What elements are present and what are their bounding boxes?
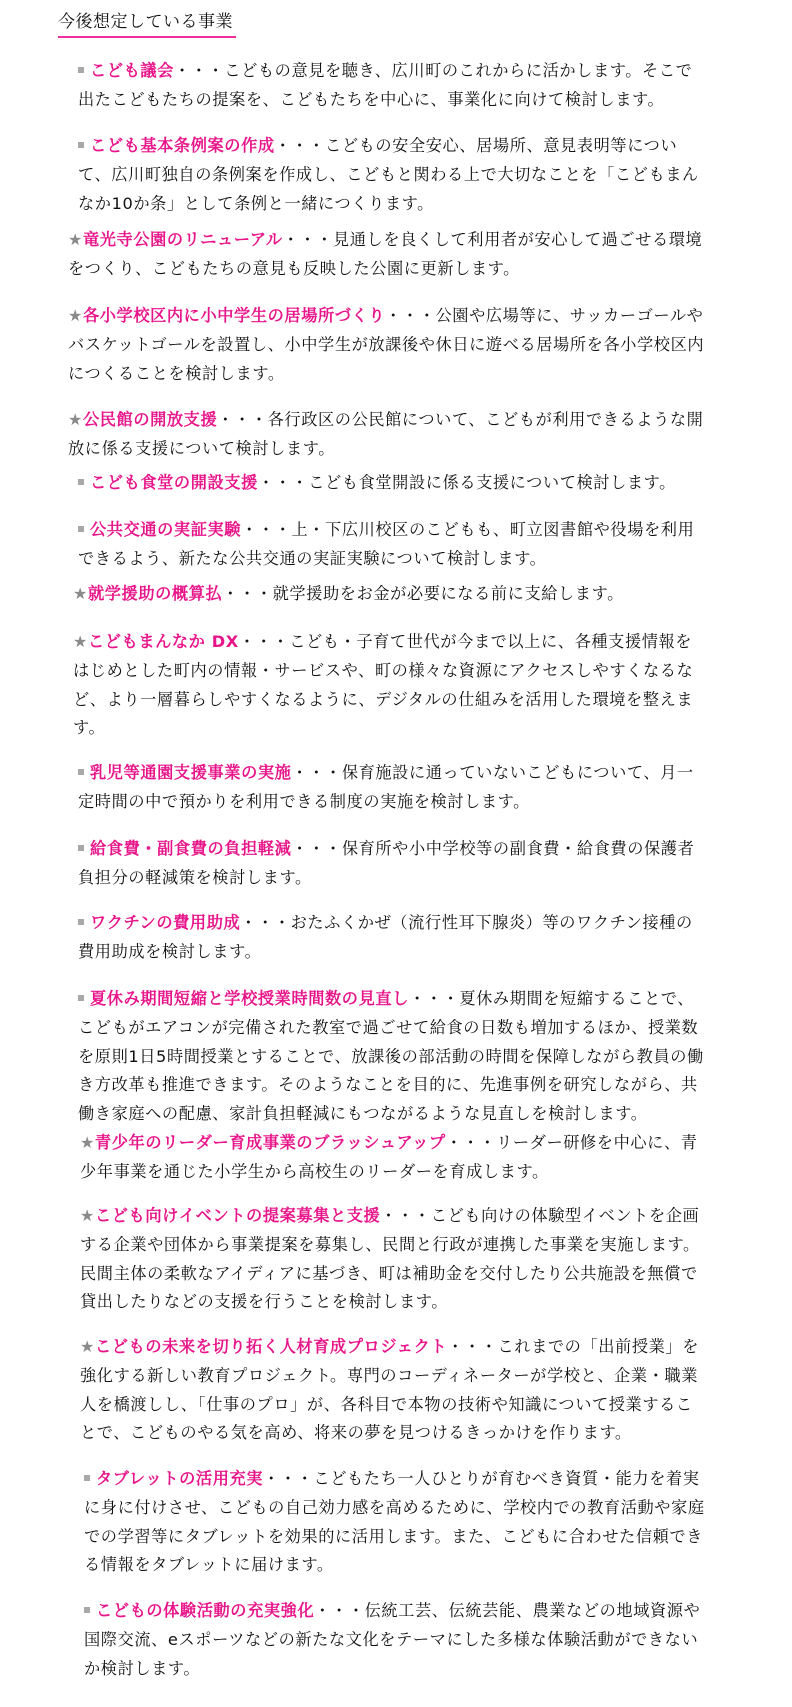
square-bullet-icon: [78, 909, 90, 938]
square-bullet-icon: [78, 57, 90, 86]
list-item: [78, 835, 708, 893]
item-title: ワクチンの費用助成: [90, 913, 241, 932]
item-title: 給食費・副食費の負担軽減: [90, 839, 292, 858]
item-text: ・・・おたふくかぜ（流行性耳下腺炎）等のワクチン接種の費用助成を検討します。: [78, 913, 693, 961]
star-icon: ★: [73, 584, 88, 603]
item-text: ・・・こども食堂開設に係る支援について検討します。: [257, 473, 676, 492]
list-item: [78, 985, 708, 1129]
item-title: 青少年のリーダー育成事業のブラッシュアップ: [94, 1133, 446, 1152]
list-item: [80, 1333, 708, 1448]
star-icon: ★: [68, 230, 83, 249]
item-title: こどもの体験活動の充実強化: [96, 1601, 315, 1620]
square-bullet-icon: [84, 1465, 96, 1494]
list-item: [78, 132, 708, 218]
star-icon: ★: [80, 1206, 95, 1225]
list-item: [78, 516, 708, 574]
item-text: ・・・リーダー研修を中心に、青少年事業を通じた小学生から高校生のリーダーを育成します。: [80, 1133, 698, 1181]
list-item: [68, 226, 708, 284]
item-title: 公共交通の実証実験: [90, 520, 242, 539]
list-item: [68, 302, 708, 388]
star-icon: ★: [80, 1133, 95, 1152]
item-text: ・・・こどもの安全安心、居場所、意見表明等について、広川町独自の条例案を作成し、こどもと関わる上で大切なことを「こどもまんなか10か条」として条例と一緒につくります。: [78, 136, 699, 213]
item-text: ・・・こどもの意見を聴き、広川町のこれからに活かします。そこで出たこどもたちの提案を、こどもたちを中心に、事業化に向けて検討します。: [78, 61, 693, 109]
item-text: ・・・こどもたち一人ひとりが育むべき資質・能力を着実に身に付けさせ、こどもの自己効力感を高めるために、学校内での教育活動や家庭での学習等にタブレットを効果的に活用します。また、こどもに合わせた信頼できる情報をタブレットに届けます。: [84, 1469, 705, 1575]
square-bullet-icon: [78, 469, 90, 498]
item-text: ・・・こども・子育て世代が今まで以上に、各種支援情報をはじめとした町内の情報・サービスや、町の様々な資源にアクセスしやすくなるなど、より一層暮らしやすくなるように、デジタルの仕組みを活用した環境を整えます。: [73, 632, 694, 738]
item-title: 就学援助の概算払: [87, 584, 223, 603]
item-text: ・・・こども向けの体験型イベントを企画する企業や団体から事業提案を募集し、民間と行政が連携した事業を実施します。民間主体の柔軟なアイディアに基づき、町は補助金を交付したり公共施設を無償で貸出したりなどの支援を行うことを検討します。: [80, 1206, 700, 1312]
item-text: ・・・上・下広川校区のこどもも、町立図書館や役場を利用できるよう、新たな公共交通の実証実験について検討します。: [78, 520, 695, 568]
section-heading: 今後想定している事業: [58, 10, 236, 38]
star-icon: ★: [68, 306, 83, 325]
star-icon: ★: [68, 410, 83, 429]
item-title: 竜光寺公園のリニューアル: [82, 230, 283, 249]
list-item: [84, 1465, 708, 1580]
item-title: こどもの未来を切り拓く人材育成プロジェクト: [94, 1337, 448, 1356]
square-bullet-icon: [84, 1597, 96, 1626]
item-text: ・・・保育所や小中学校等の副食費・給食費の保護者負担分の軽減策を検討します。: [78, 839, 695, 887]
list-item: [78, 57, 708, 115]
item-title: こども基本条例案の作成: [90, 136, 275, 155]
item-text: ・・・保育施設に通っていないこどもについて、月一定時間の中で預かりを利用できる制度の実施を検討します。: [78, 763, 694, 811]
item-text: ・・・公園や広場等に、サッカーゴールやバスケットゴールを設置し、小中学生が放課後や休日に遊べる居場所を各小学校区内につくることを検討します。: [68, 306, 705, 383]
item-text: ・・・これまでの「出前授業」を強化する新しい教育プロジェクト。専門のコーディネーターが学校と、企業・職業人を橋渡しし、「仕事のプロ」が、各科目で本物の技術や知識について授業することで、こどものやる気を高め、将来の夢を見つけるきっかけを作ります。: [80, 1337, 699, 1443]
list-item: [80, 1202, 708, 1317]
list-item: [73, 628, 708, 743]
list-item: [78, 909, 708, 967]
square-bullet-icon: [78, 132, 90, 161]
list-item: [80, 1129, 708, 1187]
list-item: [68, 406, 708, 464]
list-item: [78, 759, 708, 817]
item-title: こども議会: [90, 61, 174, 80]
star-icon: ★: [80, 1337, 95, 1356]
item-title: 公民館の開放支援: [82, 410, 218, 429]
square-bullet-icon: [78, 835, 90, 864]
list-item: [78, 469, 708, 498]
star-icon: ★: [73, 632, 88, 651]
square-bullet-icon: [78, 985, 90, 1014]
item-text: ・・・伝統工芸、伝統芸能、農業などの地域資源や国際交流、eスポーツなどの新たな文化をテーマにした多様な体験活動ができないか検討します。: [84, 1601, 701, 1678]
item-text: ・・・各行政区の公民館について、こどもが利用できるような開放に係る支援について検討します。: [68, 410, 704, 458]
item-text: ・・・就学援助をお金が必要になる前に支給します。: [222, 584, 624, 603]
list-item: [73, 580, 708, 609]
list-item: [84, 1597, 708, 1683]
item-title: こども向けイベントの提案募集と支援: [94, 1206, 381, 1225]
square-bullet-icon: [78, 759, 90, 788]
item-text: ・・・夏休み期間を短縮することで、こどもがエアコンが完備された教室で過ごせて給食の日数も増加するほか、授業数を原則1日5時間授業とすることで、放課後の部活動の時間を保障しながら教員の働き方改革も推進できます。そのようなことを目的に、先進事例を研究しながら、共働き家庭への配慮、家計負担軽減にもつながるような見直しを検討します。: [78, 989, 704, 1124]
item-text: ・・・見通しを良くして利用者が安心して過ごせる環境をつくり、こどもたちの意見も反映した公園に更新します。: [68, 230, 703, 278]
item-title: 乳児等通園支援事業の実施: [90, 763, 292, 782]
square-bullet-icon: [78, 516, 90, 545]
item-title: こども食堂の開設支援: [90, 473, 258, 492]
item-title: タブレットの活用充実: [96, 1469, 264, 1488]
item-title: 各小学校区内に小中学生の居場所づくり: [82, 306, 386, 325]
item-title: 夏休み期間短縮と学校授業時間数の見直し: [90, 989, 409, 1008]
item-title: こどもまんなか DX: [87, 632, 239, 651]
